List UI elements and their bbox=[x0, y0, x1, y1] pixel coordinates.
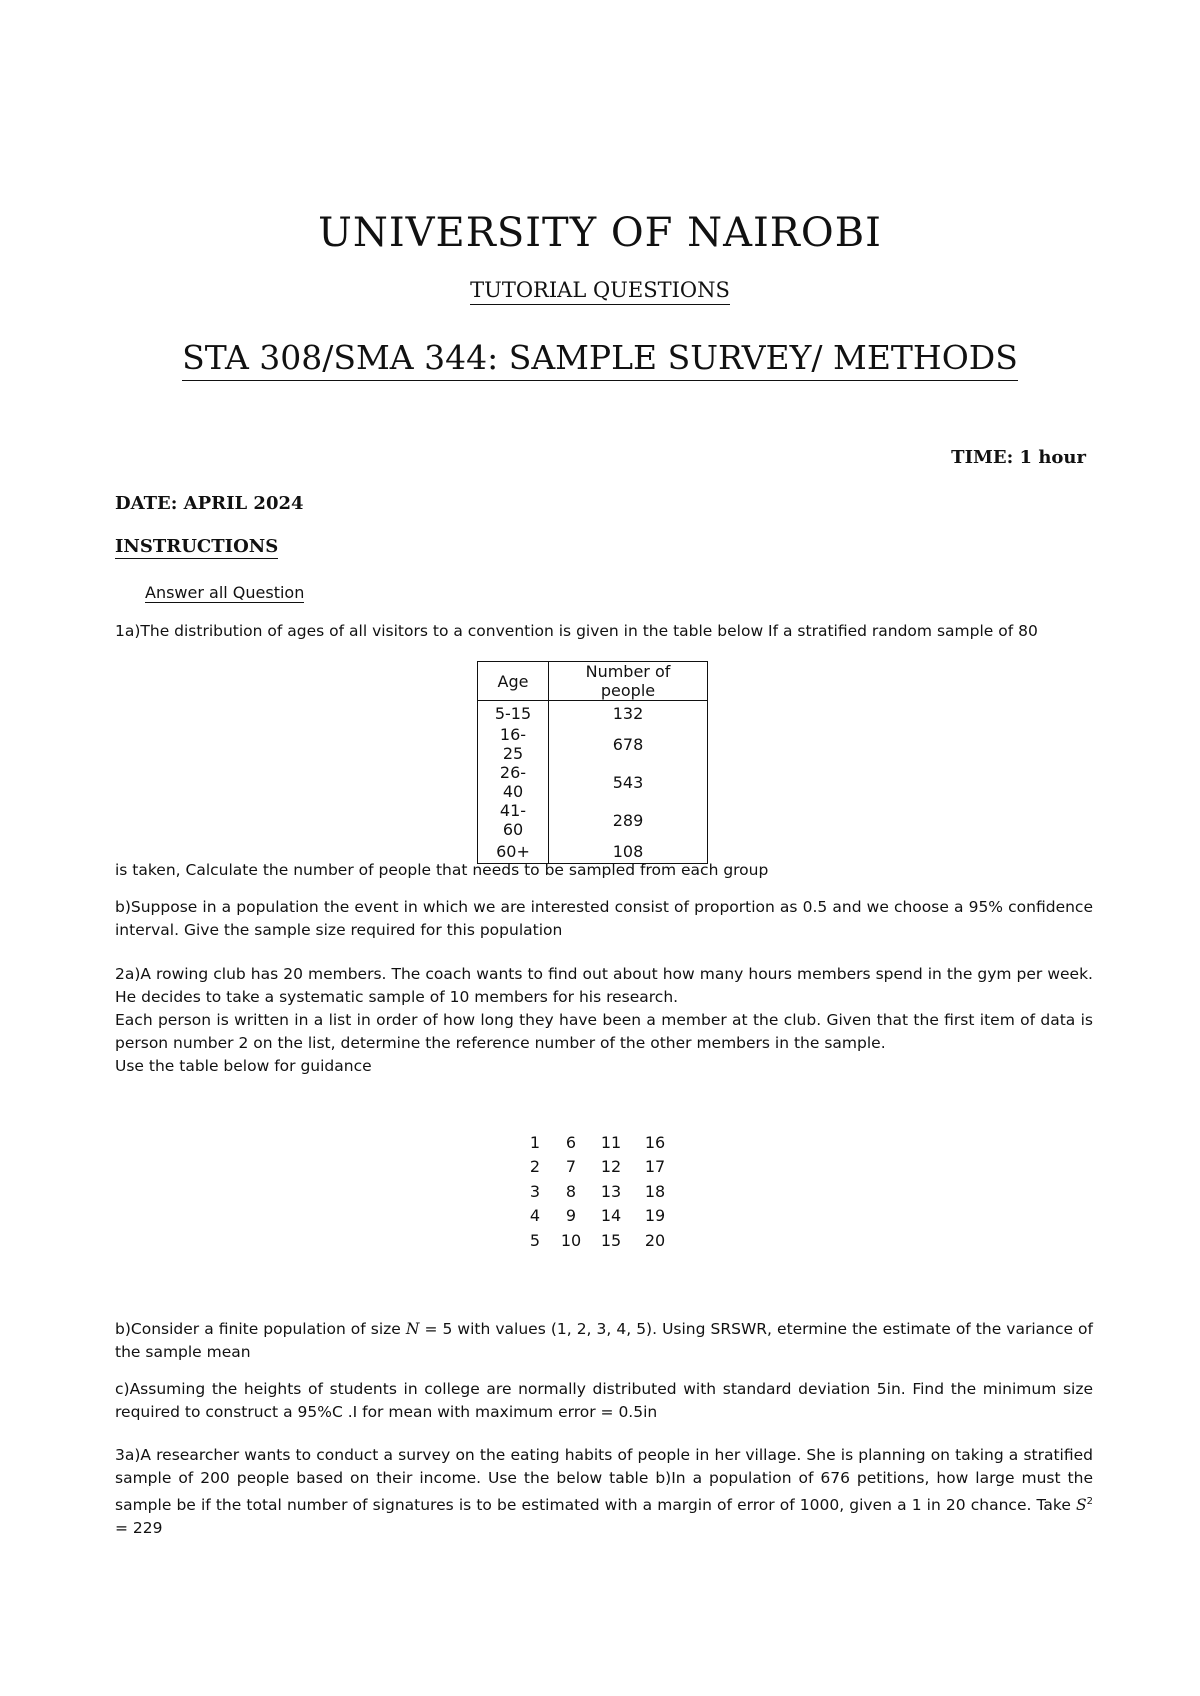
grid-cell: 7 bbox=[565, 1157, 577, 1177]
question-2b-text-1: b)Consider a finite population of size bbox=[115, 1320, 406, 1338]
grid-cell: 12 bbox=[600, 1157, 622, 1177]
grid-cell: 5 bbox=[529, 1230, 541, 1250]
exam-date: DATE: APRIL 2024 bbox=[115, 493, 304, 514]
question-2a bbox=[115, 963, 1093, 1078]
population-size-symbol: N bbox=[405, 1320, 420, 1338]
question-2b bbox=[115, 1318, 1093, 1364]
grid-row bbox=[517, 1179, 677, 1204]
question-2a-line-2: Each person is written in a list in order of how long they have been a member at the club. Given that the first item of data is person number 2 on the list, determine the reference number of the other members in the sample. bbox=[115, 1011, 1093, 1052]
grid-cell: 4 bbox=[529, 1206, 541, 1226]
question-2c: c)Assuming the heights of students in college are normally distributed with standard deviation 5in. Find the minimum size required to construct a 95%C .I for mean with maximum error = 0.5in bbox=[115, 1380, 1093, 1421]
variance-exponent: 2 bbox=[1086, 1496, 1093, 1507]
grid-cell: 15 bbox=[600, 1230, 622, 1250]
question-2b-text-2: = 5 with values (1, 2, 3, 4, 5). Using SRSWR, etermine the estimate of the variance of the sample mean bbox=[115, 1320, 1093, 1361]
question-1b: b)Suppose in a population the event in which we are interested consist of proportion as 0.5 and we choose a 95% confidence interval. Give the sample size required for this population bbox=[115, 898, 1093, 939]
question-1a-intro: 1a)The distribution of ages of all visitors to a convention is given in the table below If a stratified random sample of 80 bbox=[115, 622, 1038, 640]
grid-cell: 17 bbox=[644, 1157, 666, 1177]
people-cell: 289 bbox=[549, 801, 708, 839]
question-2a-line-3: Use the table below for guidance bbox=[115, 1057, 372, 1075]
question-1a-continuation: is taken, Calculate the number of people that needs to be sampled from each group bbox=[115, 861, 769, 879]
grid-cell: 16 bbox=[644, 1132, 666, 1152]
grid-row bbox=[517, 1130, 677, 1155]
people-cell: 132 bbox=[549, 701, 708, 726]
age-distribution-table bbox=[477, 661, 708, 864]
variance-symbol: S bbox=[1076, 1496, 1087, 1515]
grid-cell: 18 bbox=[644, 1181, 666, 1201]
grid-cell: 8 bbox=[565, 1181, 577, 1201]
grid-row bbox=[517, 1155, 677, 1180]
member-number-grid bbox=[517, 1130, 677, 1253]
grid-cell: 20 bbox=[644, 1230, 666, 1250]
age-cell: 60+ bbox=[478, 839, 549, 864]
tutorial-subtitle-text: TUTORIAL QUESTIONS bbox=[470, 278, 730, 305]
people-column-header: Number of people bbox=[549, 662, 708, 701]
age-column-header: Age bbox=[478, 662, 549, 701]
people-cell: 678 bbox=[549, 725, 708, 763]
grid-cell: 11 bbox=[600, 1132, 622, 1152]
course-title-text: STA 308/SMA 344: SAMPLE SURVEY/ METHODS bbox=[182, 338, 1018, 381]
university-title: UNIVERSITY OF NAIROBI bbox=[318, 210, 882, 256]
table-row bbox=[478, 763, 708, 801]
grid-cell: 3 bbox=[529, 1181, 541, 1201]
age-cell: 26-40 bbox=[478, 763, 549, 801]
tutorial-subtitle bbox=[0, 278, 1200, 302]
grid-row bbox=[517, 1228, 677, 1253]
people-cell: 543 bbox=[549, 763, 708, 801]
grid-cell: 9 bbox=[565, 1206, 577, 1226]
exam-time: TIME: 1 hour bbox=[951, 447, 1086, 468]
table-row bbox=[478, 801, 708, 839]
grid-cell: 14 bbox=[600, 1206, 622, 1226]
question-3a-text-2: = 229 bbox=[115, 1519, 163, 1538]
answer-all-instruction: Answer all Question bbox=[145, 583, 305, 602]
grid-cell: 2 bbox=[529, 1157, 541, 1177]
age-table-header-row bbox=[478, 662, 708, 701]
instructions-heading: INSTRUCTIONS bbox=[115, 536, 279, 557]
course-title bbox=[0, 338, 1200, 377]
grid-cell: 1 bbox=[529, 1132, 541, 1152]
question-2a-line-1: 2a)A rowing club has 20 members. The coach wants to find out about how many hours members spend in the gym per week. He decides to take a systematic sample of 10 members for his research. bbox=[115, 965, 1093, 1006]
table-row bbox=[478, 725, 708, 763]
table-row bbox=[478, 701, 708, 726]
age-cell: 16-25 bbox=[478, 725, 549, 763]
people-cell: 108 bbox=[549, 839, 708, 864]
grid-cell: 19 bbox=[644, 1206, 666, 1226]
grid-cell: 10 bbox=[560, 1230, 582, 1250]
question-3a bbox=[115, 1444, 1093, 1540]
grid-cell: 13 bbox=[600, 1181, 622, 1201]
question-3a-text-1: 3a)A researcher wants to conduct a survey on the eating habits of people in her village. She is planning on taking a stratified sample of 200 people based on their income. Use the below table b)In a population of 676 petitions, how large must the sample be if the total number of signatures is to be estimated with a margin of error of 1000, given a 1 in 20 chance. Take bbox=[115, 1446, 1093, 1515]
grid-cell: 6 bbox=[565, 1132, 577, 1152]
grid-row bbox=[517, 1204, 677, 1229]
age-cell: 5-15 bbox=[478, 701, 549, 726]
age-cell: 41-60 bbox=[478, 801, 549, 839]
